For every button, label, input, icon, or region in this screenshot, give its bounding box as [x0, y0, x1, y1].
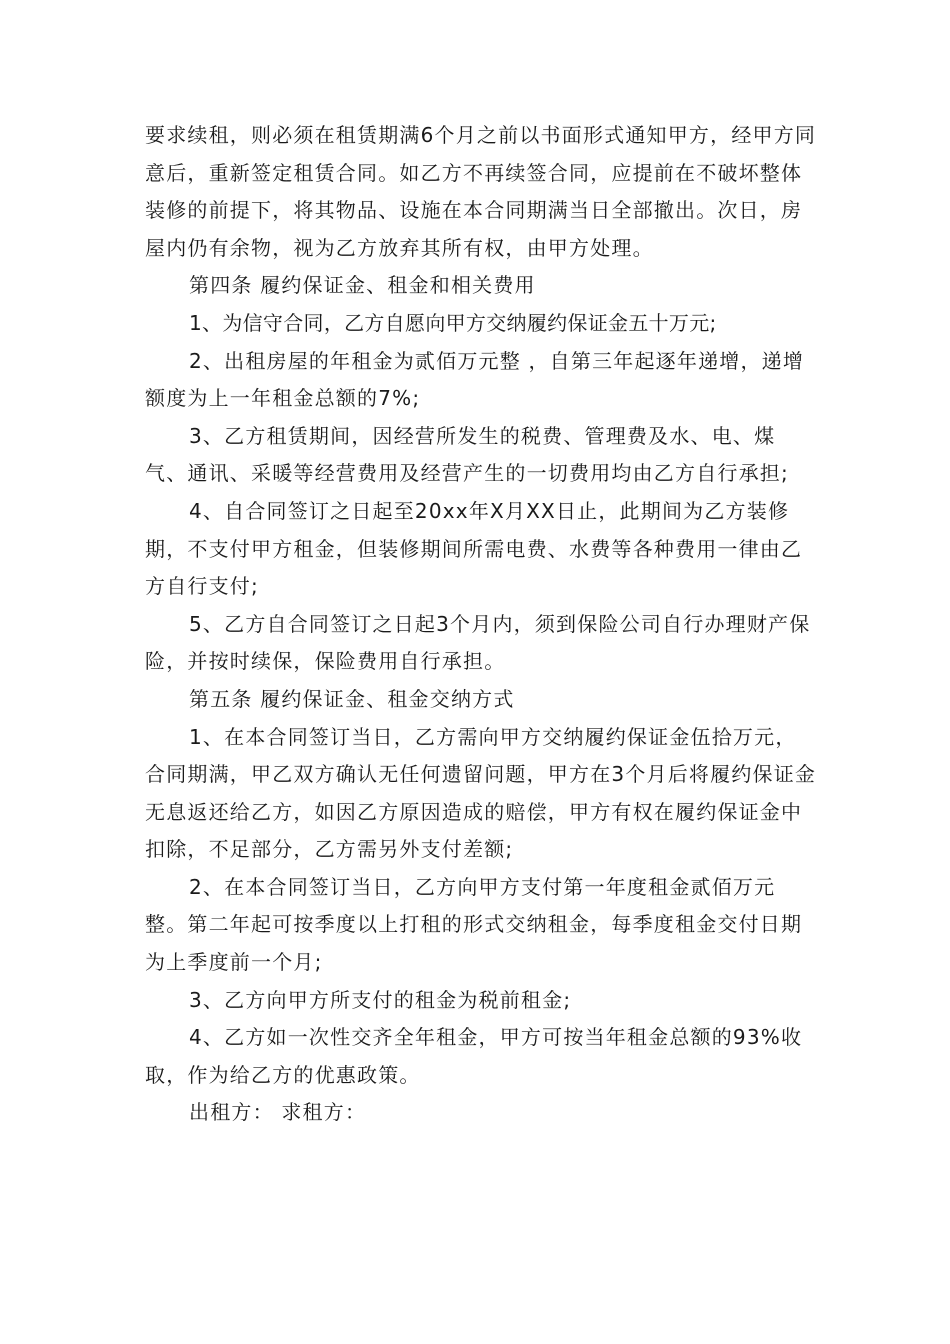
article-5-item-4: 4、乙方如一次性交齐全年租金，甲方可按当年租金总额的93%收取，作为给乙方的优惠政策。: [145, 1025, 803, 1087]
article-4-item-5: 5、乙方自合同签订之日起3个月内，须到保险公司自行办理财产保险，并按时续保，保险费用自行承担。: [145, 611, 811, 674]
article-5-heading: 第五条 履约保证金、租金交纳方式: [189, 686, 515, 711]
article-5-item-2: 2、在本合同签订当日，乙方向甲方支付第一年度租金贰佰万元整。第二年起可按季度以上打租的形式交纳租金，每季度租金交付日期为上季度前一个月;: [145, 874, 803, 975]
article-4-item-2: 2、出租房屋的年租金为贰佰万元整 ，自第三年起逐年递增，递增额度为上一年租金总额的7%;: [145, 348, 805, 411]
article-4-item-3: 3、乙方租赁期间，因经营所发生的税费、管理费及水、电、煤气、通讯、采暖等经营费用及经营产生的一切费用均由乙方自行承担;: [145, 423, 789, 486]
paragraph-continuation: 要求续租，则必须在租赁期满6个月之前以书面形式通知甲方，经甲方同意后，重新签定租赁合同。如乙方不再续签合同，应提前在不破坏整体装修的前提下，将其物品、设施在本合同期满当日全部撤出。次日，房屋内仍有余物，视为乙方放弃其所有权，由甲方处理。: [145, 123, 817, 260]
article-4-item-1: 1、为信守合同，乙方自愿向甲方交纳履约保证金五十万元;: [189, 310, 717, 335]
article-5-item-1: 1、在本合同签订当日，乙方需向甲方交纳履约保证金伍拾万元，合同期满，甲乙双方确认无任何遗留问题，甲方在3个月后将履约保证金无息返还给乙方，如因乙方原因造成的赔偿，甲方有权在履约保证金中扣除，不足部分，乙方需另外支付差额;: [145, 724, 817, 862]
article-5-item-3: 3、乙方向甲方所支付的租金为税前租金;: [189, 987, 572, 1012]
article-4-heading: 第四条 履约保证金、租金和相关费用: [189, 273, 536, 298]
signature-line: 出租方： 求租方：: [189, 1100, 367, 1125]
document-page: [145, 117, 817, 1132]
article-4-item-4: 4、自合同签订之日起至20xx年X月XX日止，此期间为乙方装修期，不支付甲方租金，但装修期间所需电费、水费等各种费用一律由乙方自行支付;: [145, 498, 803, 599]
